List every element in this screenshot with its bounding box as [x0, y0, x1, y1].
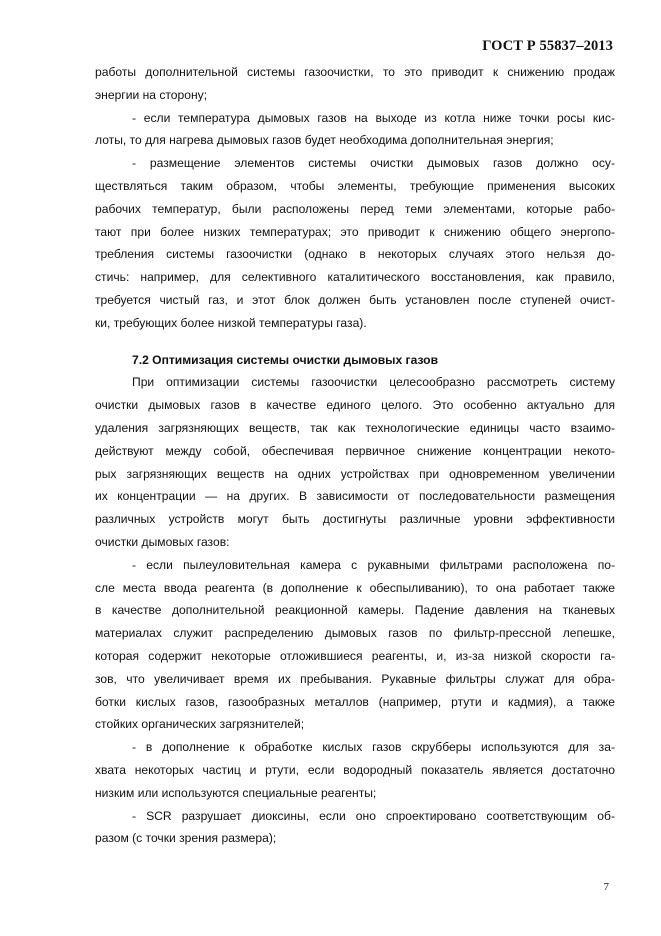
- text-line: действуют между собой, обеспечивая первичное снижение концентрации некото-: [95, 443, 615, 458]
- text-line: - размещение элементов системы очистки дымовых газов должно осу-: [132, 156, 615, 171]
- text-line: различных устройств могут быть достигнуты различные уровни эффективности: [95, 512, 615, 527]
- text-line: в качестве дополнительной реакционной камеры. Падение давления на тканевых: [95, 603, 615, 618]
- text-line: рых загрязняющих веществ на одних устройствах при одновременном увеличении: [95, 466, 615, 481]
- text-line: - SCR разрушает диоксины, если оно спроектировано соответствующим об-: [132, 808, 615, 823]
- section-heading: 7.2 Оптимизация системы очистки дымовых газов: [132, 352, 439, 367]
- text-line: стойких органических загрязнителей;: [95, 717, 305, 732]
- text-line: ботки кислых газов, газообразных металлов (например, ртути и кадмия), а также: [95, 694, 615, 709]
- text-line: материалах служит распределению дымовых газов по фильтр-прессной лепешке,: [95, 626, 615, 641]
- text-line: разом (с точки зрения размера);: [95, 831, 277, 846]
- text-line: требления системы газоочистки (однако в некоторых случаях этого нельзя до-: [95, 247, 615, 262]
- text-line: удаления загрязняющих веществ, так как технологические единицы часто взаимо-: [95, 420, 615, 435]
- text-line: энергии на сторону;: [95, 87, 208, 102]
- text-line: сле места ввода реагента (в дополнение к обеспыливанию), то она работает также: [95, 580, 615, 595]
- text-line: ществляться таким образом, чтобы элементы, требующие применения высоких: [95, 178, 615, 193]
- text-line: их концентрации — на других. В зависимости от последовательности размещения: [95, 489, 615, 504]
- document-body: [95, 65, 615, 854]
- text-line: требуется чистый газ, и этот блок должен быть установлен после ступеней очист-: [95, 292, 615, 307]
- text-line: - если пылеуловительная камера с рукавными фильтрами расположена по-: [132, 557, 615, 572]
- text-line: которая содержит некоторые отложившиеся реагенты, и, из-за низкой скорости га-: [95, 648, 615, 663]
- text-line: тают при более низких температурах; это приводит к снижению общего энергопо-: [95, 224, 615, 239]
- text-line: ки, требующих более низкой температуры газа).: [95, 315, 367, 330]
- text-line: рабочих температур, были расположены перед теми элементами, которые рабо-: [95, 201, 615, 216]
- text-line: - если температура дымовых газов на выходе из котла ниже точки росы кис-: [132, 110, 615, 125]
- text-line: стичь: например, для селективного каталитического восстановления, как правило,: [95, 270, 615, 285]
- text-line: работы дополнительной системы газоочистки, то это приводит к снижению продаж: [95, 65, 615, 79]
- text-line: - в дополнение к обработке кислых газов скрубберы используются для за-: [132, 740, 615, 755]
- text-line: При оптимизации системы газоочистки целесообразно рассмотреть систему: [132, 375, 615, 390]
- text-line: лоты, то для нагрева дымовых газов будет необходима дополнительная энергия;: [95, 133, 554, 148]
- standard-number: ГОСТ Р 55837–2013: [482, 38, 613, 54]
- text-line: очистки дымовых газов:: [95, 534, 230, 549]
- text-line: очистки дымовых газов в качестве единого целого. Это особенно актуально для: [95, 398, 615, 413]
- text-line: зов, что увеличивает время их пребывания. Рукавные фильтры служат для обра-: [95, 671, 615, 686]
- page-number: 7: [603, 881, 609, 893]
- text-line: низким или используются специальные реагенты;: [95, 785, 377, 800]
- text-line: хвата некоторых частиц и ртути, если водородный показатель является достаточно: [95, 762, 615, 777]
